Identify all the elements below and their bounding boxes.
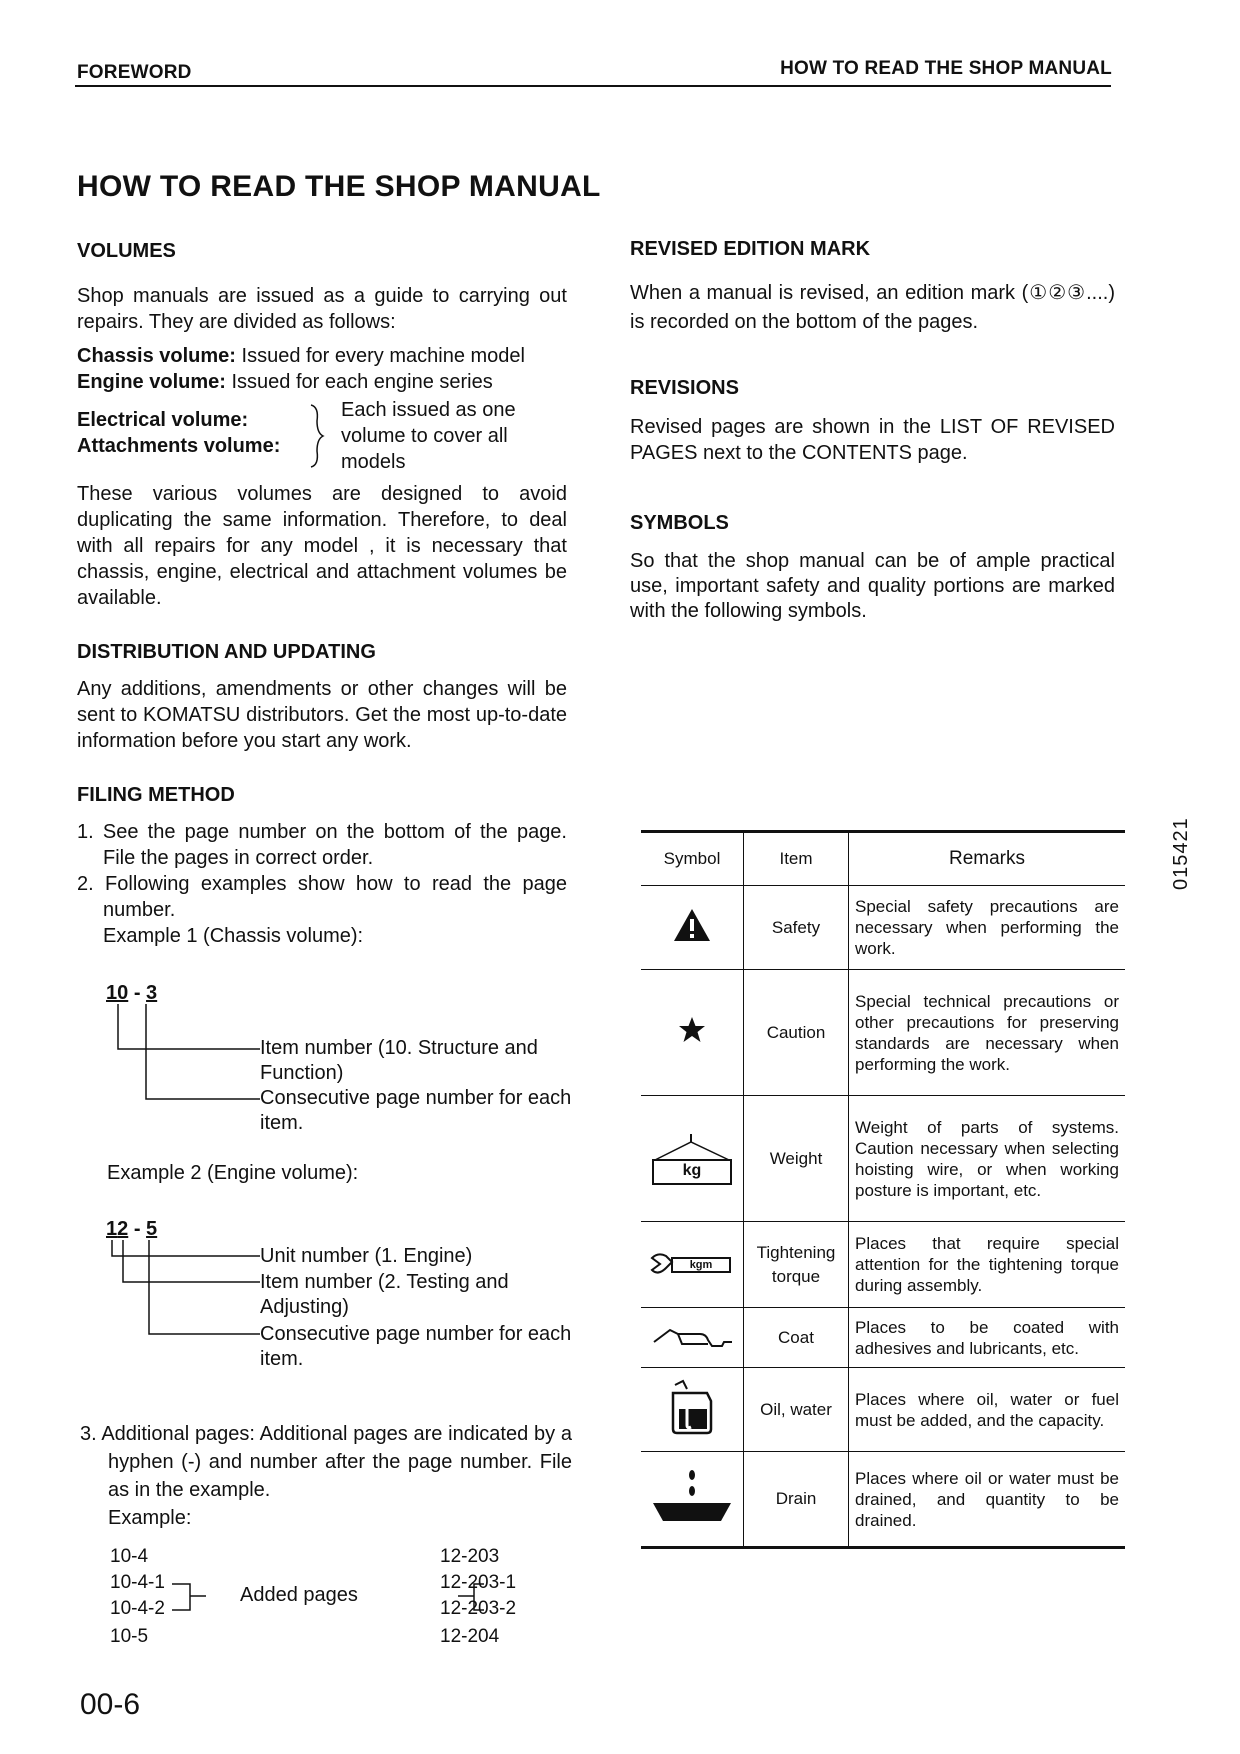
ex2-desc3: Consecutive page number for each item. [260, 1323, 572, 1370]
ex2-part-a1: 1 [106, 1218, 118, 1240]
header-item: Item [744, 832, 849, 886]
wrench-kgm-text: kgm [689, 1258, 713, 1271]
revisions-body: Revised pages are shown in the LIST OF REVISED PAGES next to the CONTENTS page. [630, 416, 1115, 464]
table-header-row [641, 832, 1125, 886]
revised-mark-heading: REVISED EDITION MARK [630, 238, 871, 260]
example2-label: Example 2 (Engine volume): [107, 1162, 359, 1184]
weight-kg-icon [651, 1132, 733, 1186]
symbols-heading: SYMBOLS [630, 512, 729, 534]
table-row [641, 1368, 1125, 1452]
row-item: Weight [744, 1096, 849, 1222]
symbols-table [641, 830, 1125, 1549]
left-page-2: 10-4-2 [110, 1598, 165, 1619]
row-remarks: Places that require special attention for the tightening torque during assembly. [849, 1222, 1126, 1308]
row-remarks: Special safety precautions are necessary when performing the work. [849, 886, 1126, 970]
star-icon [677, 1015, 707, 1045]
distribution-heading: DISTRIBUTION AND UPDATING [77, 641, 376, 663]
oil-can-icon [667, 1379, 717, 1435]
ex1-desc1: Item number (10. Structure and Function) [260, 1037, 538, 1084]
table-row [641, 970, 1125, 1096]
right-page-1: 12-203-1 [440, 1572, 517, 1593]
header-left: FOREWORD [77, 62, 192, 83]
right-column [630, 238, 1115, 624]
example2-diagram [106, 1218, 576, 1388]
weight-kg-text: kg [682, 1161, 702, 1179]
filing-item2: 2. Following examples show how to read the page number. [77, 873, 567, 921]
added-pages-label: Added pages [240, 1584, 358, 1606]
row-item: Tightening torque [744, 1222, 849, 1308]
drain-pan-icon [649, 1467, 735, 1527]
volumes-intro: Shop manuals are issued as a guide to carrying out repairs. They are divided as follows: [77, 285, 567, 333]
filing-item3: 3. Additional pages: Additional pages are indicated by a hyphen (-) and number after the page number. File as in the example. [80, 1423, 572, 1501]
left-page-0: 10-4 [110, 1546, 149, 1567]
row-item: Drain [744, 1452, 849, 1548]
coat-tube-icon [650, 1320, 734, 1350]
ex1-desc2: Consecutive page number for each item. [260, 1087, 572, 1134]
table-row [641, 886, 1125, 970]
volumes-body: These various volumes are designed to avoid duplicating the same information. Therefore, to deal with all repairs for any model , it is necessary that chassis, engine, electrical and attachment volumes be available. [77, 483, 567, 609]
table-row [641, 1222, 1125, 1308]
ex2-desc1: Unit number (1. Engine) [260, 1245, 473, 1267]
right-page-0: 12-203 [440, 1546, 500, 1567]
wrench-kgm-icon [650, 1250, 734, 1280]
ex2-desc2: Item number (2. Testing and Adjusting) [260, 1271, 509, 1318]
engine-label: Engine volume: [77, 371, 226, 393]
ex1-part-b: 3 [146, 982, 158, 1004]
added-pages-example [110, 1546, 570, 1666]
symbols-body: So that the shop manual can be of ample practical use, important safety and quality portions are marked with the following symbols. [630, 550, 1115, 622]
table-row [641, 1308, 1125, 1368]
ex2-lines [106, 1240, 266, 1370]
row-item: Caution [744, 970, 849, 1096]
right-page-2: 12-203-2 [440, 1598, 517, 1619]
electrical-label: Electrical volume: [77, 409, 249, 431]
filing-item1: 1. See the page number on the bottom of the page. File the pages in correct order. [77, 821, 567, 869]
row-remarks: Weight of parts of systems. Caution necessary when selecting hoisting wire, or when working posture is important, etc. [849, 1096, 1126, 1222]
side-code: 015421 [1170, 817, 1192, 890]
header-symbol: Symbol [641, 832, 744, 886]
chassis-label: Chassis volume: [77, 345, 236, 367]
row-remarks: Places where oil, water or fuel must be added, and the capacity. [849, 1368, 1126, 1452]
header-right: HOW TO READ THE SHOP MANUAL [780, 58, 1112, 79]
volumes-heading: VOLUMES [77, 240, 176, 262]
ex1-part-a: 10 [106, 982, 129, 1004]
ex2-part-b: 5 [146, 1218, 158, 1240]
example-label: Example: [108, 1507, 192, 1529]
left-page-1: 10-4-1 [110, 1572, 165, 1593]
row-remarks: Places to be coated with adhesives and lubricants, etc. [849, 1308, 1126, 1368]
row-remarks: Special technical precautions or other precautions for preserving standards are necessary when performing the work. [849, 970, 1126, 1096]
revisions-heading: REVISIONS [630, 377, 739, 399]
engine-text: Issued for each engine series [231, 371, 493, 393]
example1-diagram [106, 982, 576, 1132]
ex2-part-a2: 2 [117, 1218, 129, 1240]
right-page-3: 12-204 [440, 1626, 500, 1647]
header-remarks: Remarks [849, 832, 1126, 886]
example1-label: Example 1 (Chassis volume): [103, 925, 364, 947]
row-item: Oil, water [744, 1368, 849, 1452]
ex1-lines [106, 1004, 266, 1114]
warning-triangle-icon [672, 907, 712, 943]
attachments-label: Attachments volume: [77, 435, 281, 457]
ex2-dash: - [133, 1218, 141, 1240]
table-row [641, 1096, 1125, 1222]
left-page-3: 10-5 [110, 1626, 149, 1647]
ex1-dash: - [133, 982, 141, 1004]
page-title: HOW TO READ THE SHOP MANUAL [77, 170, 601, 203]
page-number: 00-6 [80, 1688, 141, 1721]
revised-mark-body: When a manual is revised, an edition mark (①②③....) is recorded on the bottom of the pages. [630, 282, 1115, 333]
brace-icon [307, 401, 331, 471]
distribution-body: Any additions, amendments or other changes will be sent to KOMATSU distributors. Get the most up-to-date information before you start any work. [77, 678, 567, 752]
row-remarks: Places where oil or water must be drained, and quantity to be drained. [849, 1452, 1126, 1548]
row-item: Safety [744, 886, 849, 970]
volumes-section [77, 240, 567, 949]
filing-heading: FILING METHOD [77, 784, 235, 806]
chassis-text: Issued for every machine model [241, 345, 525, 367]
brace-text: Each issued as one volume to cover all models [341, 399, 516, 473]
table-row [641, 1452, 1125, 1548]
header-rule [75, 85, 1111, 87]
row-item: Coat [744, 1308, 849, 1368]
